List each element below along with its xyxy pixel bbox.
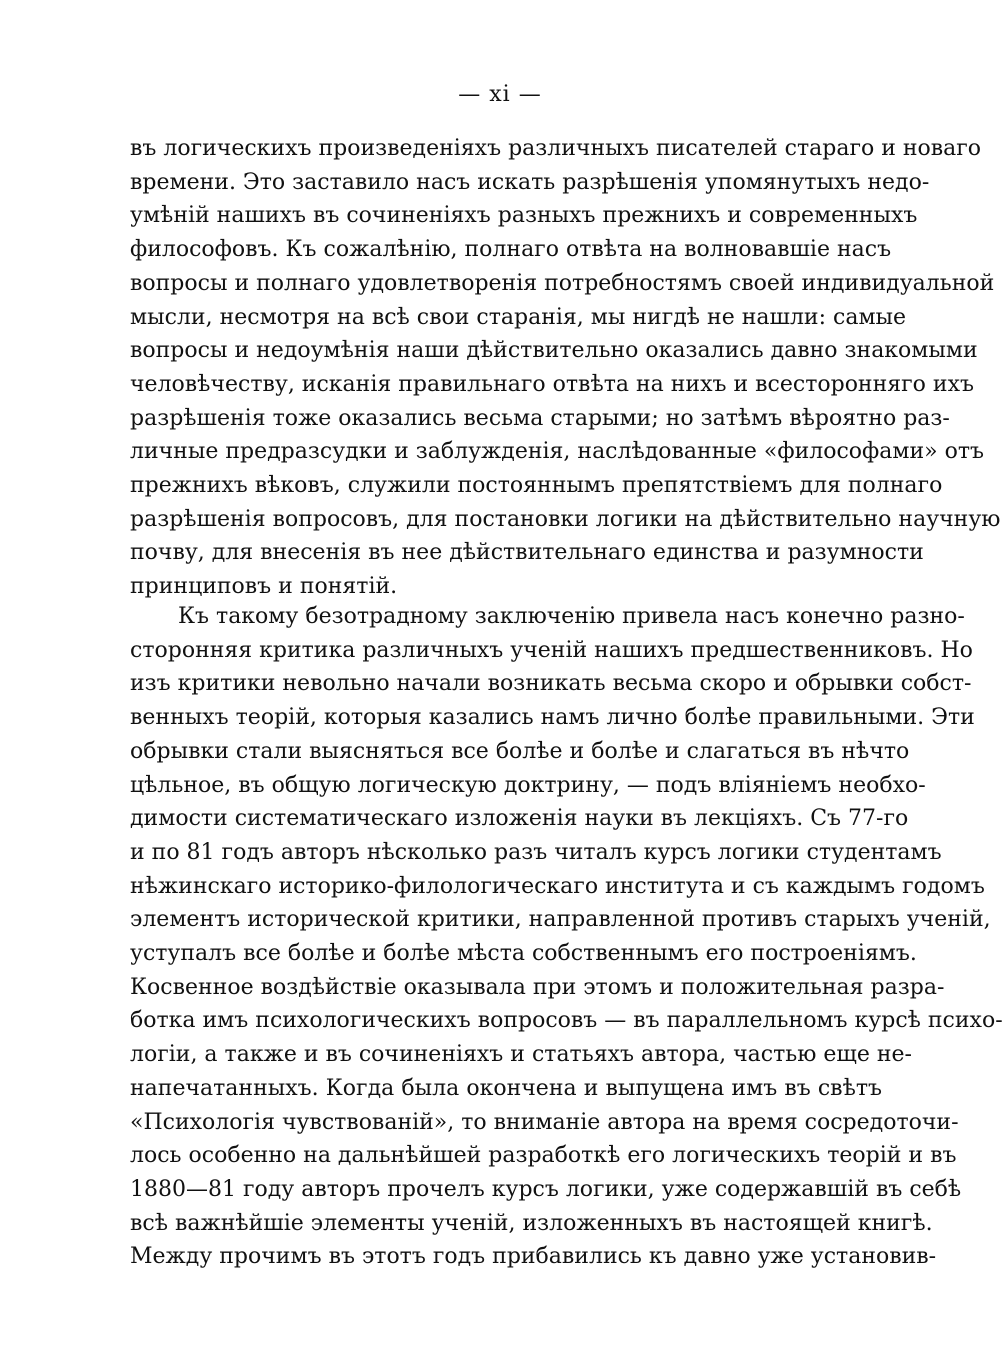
- text-line: принциповъ и понятій.: [130, 574, 398, 600]
- text-line: 1880—81 году авторъ прочелъ курсъ логики, уже содержавшій въ себѣ: [130, 1176, 962, 1202]
- text-line: разрѣшенія тоже оказались весьма старыми; но затѣмъ вѣроятно раз-: [130, 405, 950, 431]
- text-line: мысли, несмотря на всѣ свои старанія, мы нигдѣ не нашли: самые: [130, 304, 907, 330]
- text-line: ботка имъ психологическихъ вопросовъ — въ параллельномъ курсѣ психо-: [130, 1008, 1003, 1034]
- text-line: умѣній нашихъ въ сочиненіяхъ разныхъ прежнихъ и современныхъ: [130, 203, 918, 229]
- text-line: человѣчеству, исканія правильнаго отвѣта на нихъ и всесторонняго ихъ: [130, 371, 974, 397]
- text-line: сторонняя критика различныхъ ученій нашихъ предшественниковъ. Но: [130, 637, 973, 663]
- text-line: обрывки стали выясняться все болѣе и болѣе и слагаться въ нѣчто: [130, 738, 910, 764]
- text-line: въ логическихъ произведеніяхъ различныхъ писателей стараго и новаго: [130, 136, 982, 161]
- text-line: лось особенно на дальнѣйшей разработкѣ его логическихъ теорій и въ: [130, 1143, 957, 1169]
- page-number: — xi —: [458, 82, 542, 107]
- text-line: личные предразсудки и заблужденія, наслѣдованные «философами» отъ: [130, 439, 984, 465]
- text-line: изъ критики невольно начали возникать весьма скоро и обрывки собст-: [130, 671, 972, 697]
- text-line: времени. Это заставило насъ искать разрѣшенія упомянутыхъ недо-: [130, 169, 930, 195]
- text-line: прежнихъ вѣковъ, служили постояннымъ препятствіемъ для полнаго: [130, 473, 943, 499]
- text-line: вопросы и недоумѣнія наши дѣйствительно оказались давно знакомыми: [130, 338, 978, 364]
- text-line: логіи, а также и въ сочиненіяхъ и статьяхъ автора, частью еще не-: [130, 1042, 912, 1068]
- text-line: и по 81 годъ авторъ нѣсколько разъ читалъ курсъ логики студентамъ: [130, 839, 942, 865]
- text-line: философовъ. Къ сожалѣнію, полнаго отвѣта на волновавшіе насъ: [130, 237, 892, 263]
- text-line: венныхъ теорій, которыя казались намъ лично болѣе правильными. Эти: [130, 705, 975, 731]
- text-line: нѣжинскаго историко-филологическаго института и съ каждымъ годомъ: [130, 873, 985, 899]
- text-line: «Психологія чувствованій», то вниманіе автора на время сосредоточи-: [130, 1109, 959, 1135]
- text-line: уступалъ все болѣе и болѣе мѣста собственнымъ его построеніямъ.: [130, 941, 917, 967]
- text-line: Между прочимъ въ этотъ годъ прибавились къ давно уже установив-: [130, 1244, 937, 1270]
- text-line: Косвенное воздѣйствіе оказывала при этомъ и положительная разра-: [130, 974, 945, 1000]
- paragraph-2: [130, 600, 1003, 1274]
- text-line: Къ такому безотрадному заключенію привела насъ конечно разно-: [178, 604, 965, 629]
- text-line: разрѣшенія вопросовъ, для постановки логики на дѣйствительно научную: [130, 506, 1001, 532]
- text-line: цѣльное, въ общую логическую доктрину, — подъ вліяніемъ необхо-: [130, 772, 926, 798]
- text-line: почву, для внесенія въ нее дѣйствительнаго единства и разумности: [130, 540, 924, 566]
- paragraph-1: [130, 132, 1001, 604]
- text-line: вопросы и полнаго удовлетворенія потребностямъ своей индивидуальной: [130, 270, 995, 296]
- text-line: всѣ важнѣйшіе элементы ученій, изложенныхъ въ настоящей книгѣ.: [130, 1210, 933, 1236]
- text-line: димости систематическаго изложенія науки въ лекціяхъ. Съ 77-го: [130, 806, 909, 832]
- text-line: напечатанныхъ. Когда была окончена и выпущена имъ въ свѣтъ: [130, 1075, 882, 1101]
- text-line: элементъ исторической критики, направленной противъ старыхъ ученій,: [130, 907, 991, 933]
